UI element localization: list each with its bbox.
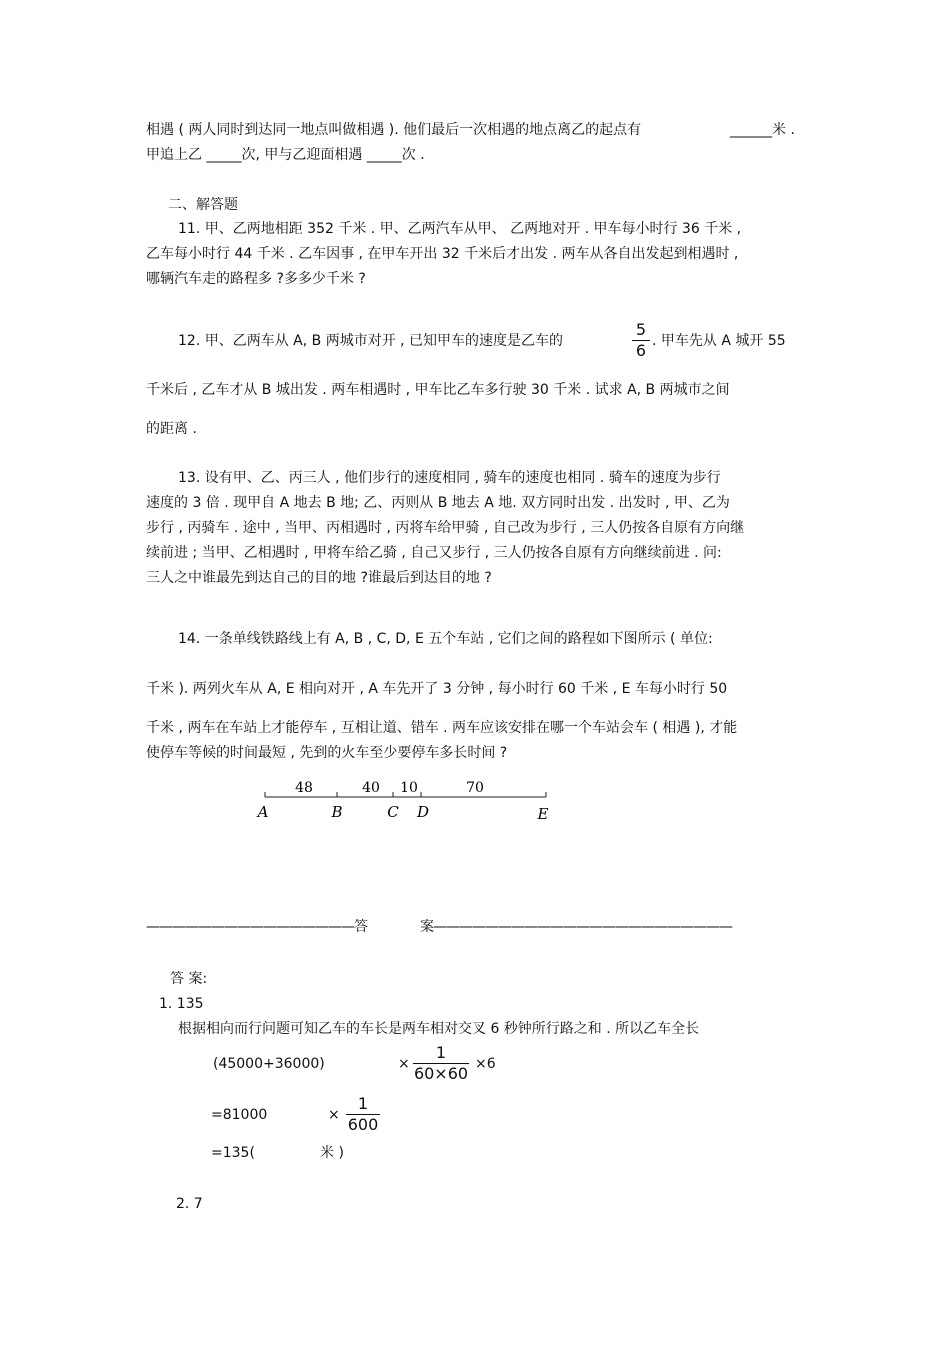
answer-divider-left: ————————————————答 (146, 919, 367, 935)
calc2-frac-den: 600 (347, 1115, 379, 1134)
calc1-left: (45000+36000) (213, 1056, 325, 1072)
answer-2-title: 2. 7 (176, 1196, 203, 1212)
q11-line3: 哪辆汽车走的路程多 ?多多少千米 ? (146, 271, 366, 287)
calc3-left: =135( (211, 1145, 255, 1161)
q10-line1: 相遇 ( 两人同时到达同一地点叫做相遇 ). 他们最后一次相遇的地点离乙的起点有 (146, 122, 642, 138)
segment-label-ab: 48 (295, 780, 313, 796)
q12-frac-num: 5 (635, 320, 647, 339)
station-d: D (416, 803, 430, 821)
calc1-times: × (398, 1056, 410, 1072)
calc1-frac-den: 60×60 (413, 1064, 469, 1083)
railway-diagram (255, 775, 565, 825)
q13-line1: 13. 设有甲、乙、丙三人 , 他们步行的速度相同 , 骑车的速度也相同 . 骑车的速度为步行 (178, 470, 721, 486)
station-c: C (387, 803, 399, 821)
q13-line4: 续前进 ; 当甲、乙相遇时 , 甲将车给乙骑 , 自己又步行 , 三人仍按各自原有方向继续前进 . 问: (146, 545, 722, 561)
q14-line2: 千米 ). 两列火车从 A, E 相向对开 , A 车先开了 3 分钟 , 每小时行 60 千米 , E 车每小时行 50 (146, 681, 728, 697)
answer-1-title: 1. 135 (159, 996, 204, 1012)
q14-line3: 千米 , 两车在车站上才能停车 , 互相让道、错车 . 两车应该安排在哪一个车站会车 ( 相遇 ), 才能 (146, 720, 738, 736)
segment-label-de: 70 (466, 780, 484, 796)
segment-label-cd: 10 (400, 780, 418, 796)
answer-divider-right: 案——————————————————————— (420, 919, 732, 935)
q13-line3: 步行 , 丙骑车 . 途中 , 当甲、丙相遇时 , 丙将车给甲骑 , 自己改为步行 , 三人仍按各自原有方向继 (146, 520, 745, 536)
calc1-frac-num: 1 (435, 1043, 447, 1062)
q12-part1: 12. 甲、乙两车从 A, B 两城市对开 , 已知甲车的速度是乙车的 (178, 333, 564, 349)
q13-line2: 速度的 3 倍 . 现甲自 A 地去 B 地; 乙、丙则从 B 地去 A 地. 双方同时出发 . 出发时 , 甲、乙为 (146, 495, 730, 511)
q12-fraction (632, 320, 650, 361)
station-b: B (331, 803, 343, 821)
q14-line1: 14. 一条单线铁路线上有 A, B , C, D, E 五个车站 , 它们之间的路程如下图所示 ( 单位: (178, 631, 713, 647)
calc2-times: × (328, 1107, 340, 1123)
q11-line1: 11. 甲、乙两地相距 352 千米 . 甲、乙两汽车从甲、 乙两地对开 . 甲车每小时行 36 千米 , (178, 221, 742, 237)
q10-blank1: ______米 . (730, 122, 795, 138)
q12-line2: 千米后 , 乙车才从 B 城出发 . 两车相遇时 , 甲车比乙车多行驶 30 千米 . 试求 A, B 两城市之间 (146, 382, 730, 398)
station-e: E (537, 805, 549, 823)
answers-heading: 答 案: (170, 971, 208, 987)
q12-line3: 的距离 . (146, 421, 197, 437)
segment-label-bc: 40 (362, 780, 380, 796)
calc1-fraction (413, 1043, 469, 1084)
q12-part2: . 甲车先从 A 城开 55 (652, 333, 786, 349)
q11-line2: 乙车每小时行 44 千米 . 乙车因事 , 在甲车开出 32 千米后才出发 . 两车从各自出发起到相遇时 , (146, 246, 739, 262)
q13-line5: 三人之中谁最先到达自己的目的地 ?谁最后到达目的地 ? (146, 570, 492, 586)
calc2-frac-num: 1 (357, 1094, 369, 1113)
q10-line2: 甲追上乙 _____次, 甲与乙迎面相遇 _____次 . (146, 147, 425, 163)
calc3-unit: 米 ) (320, 1145, 344, 1161)
station-a: A (257, 803, 269, 821)
calc2-left: =81000 (211, 1107, 268, 1123)
section-title: 二、解答题 (168, 197, 238, 213)
q14-line4: 使停车等候的时间最短 , 先到的火车至少要停车多长时间 ? (146, 745, 508, 761)
calc1-tail: ×6 (475, 1056, 496, 1072)
q12-frac-den: 6 (635, 341, 647, 360)
calc2-fraction (346, 1094, 380, 1135)
answer-1-text: 根据相向而行问题可知乙车的车长是两车相对交叉 6 秒钟所行路之和 . 所以乙车全长 (178, 1021, 700, 1037)
